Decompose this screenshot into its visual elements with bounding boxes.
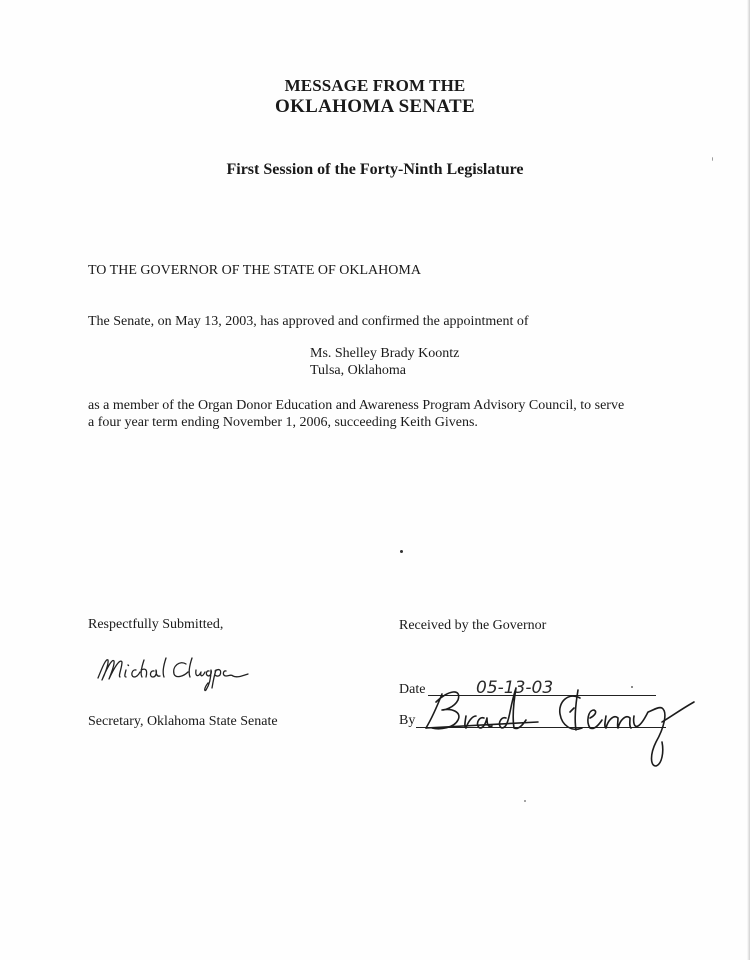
received-by-governor-label: Received by the Governor xyxy=(399,618,547,633)
session-title: First Session of the Forty-Ninth Legislature xyxy=(226,161,524,178)
appointee-name: Ms. Shelley Brady Koontz xyxy=(310,346,460,361)
governor-signature xyxy=(418,672,708,772)
term-paragraph xyxy=(88,397,624,431)
respectfully-submitted-label: Respectfully Submitted, xyxy=(88,617,224,632)
appointee-location: Tulsa, Oklahoma xyxy=(310,363,406,378)
header-line-2: OKLAHOMA SENATE xyxy=(275,96,475,117)
scan-speck xyxy=(524,800,526,802)
date-label: Date xyxy=(399,682,426,697)
secretary-signature xyxy=(92,650,252,700)
term-line-2: a four year term ending November 1, 2006, succeeding Keith Givens. xyxy=(88,415,478,430)
scan-speck xyxy=(400,550,403,553)
addressee-line: TO THE GOVERNOR OF THE STATE OF OKLAHOMA xyxy=(88,263,421,278)
term-line-1: as a member of the Organ Donor Education and Awareness Program Advisory Council, to serve xyxy=(88,398,625,413)
by-label: By xyxy=(399,713,416,728)
scan-speck xyxy=(712,157,713,161)
secretary-title: Secretary, Oklahoma State Senate xyxy=(88,714,278,729)
intro-paragraph: The Senate, on May 13, 2003, has approved and confirmed the appointment of xyxy=(88,314,529,329)
header-line-1: MESSAGE FROM THE xyxy=(284,76,466,95)
appointee-block xyxy=(310,345,459,379)
date-handwritten-text: 05-13-03 xyxy=(476,678,554,698)
